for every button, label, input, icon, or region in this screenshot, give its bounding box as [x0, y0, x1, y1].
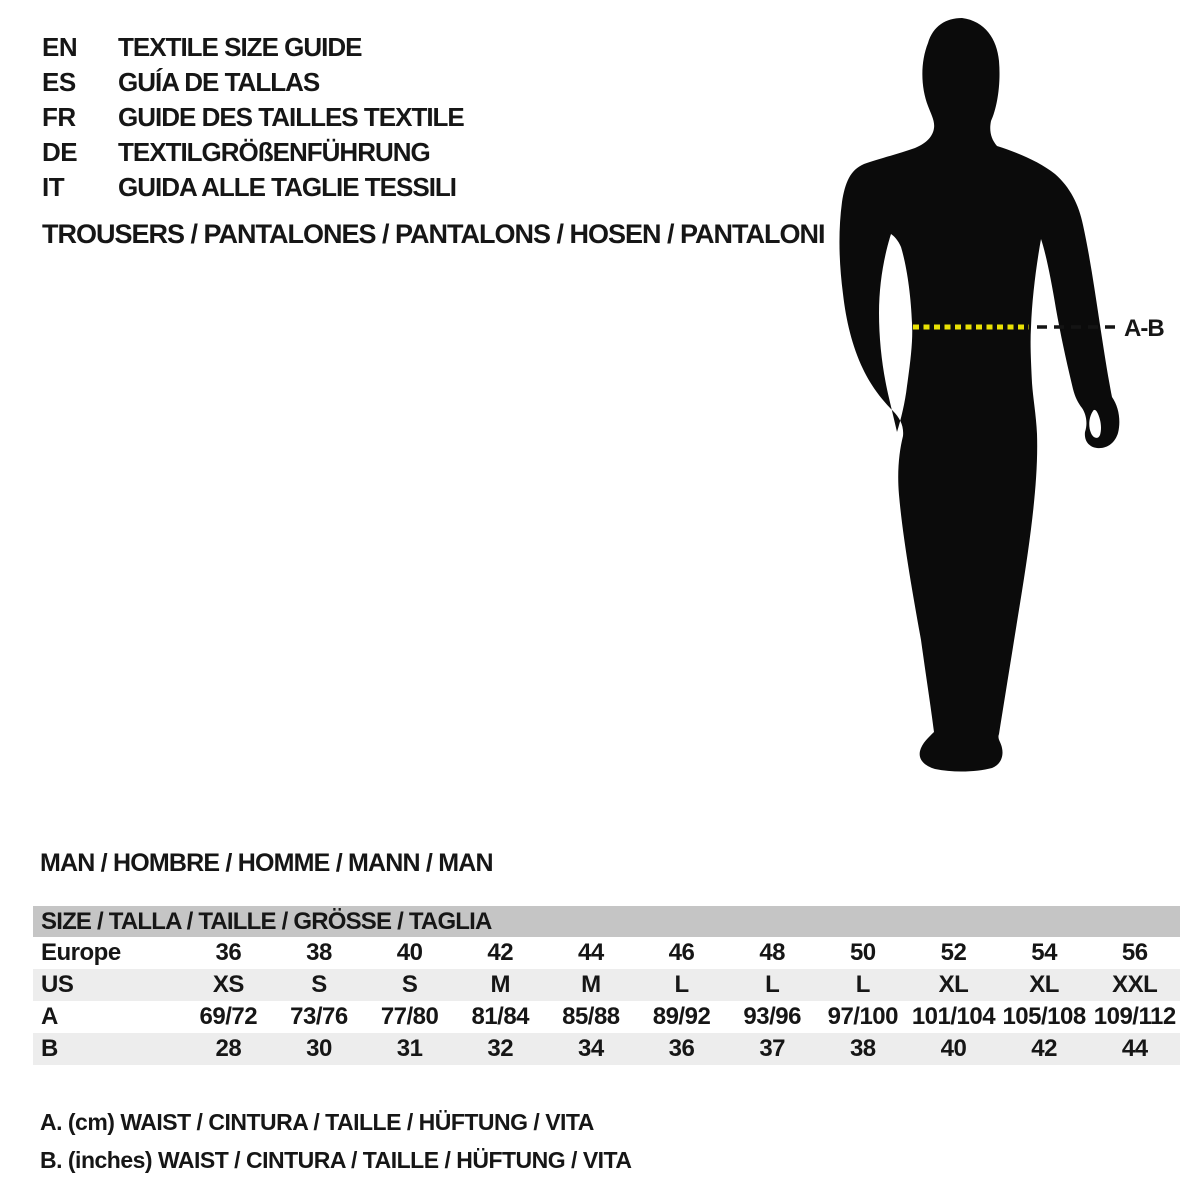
size-table	[33, 906, 1180, 1065]
size-cell: 69/72	[199, 1003, 258, 1030]
size-cell: 48	[759, 939, 786, 966]
size-cell: 40	[396, 939, 423, 966]
language-title: GUIDE DES TAILLES TEXTILE	[118, 102, 464, 132]
row-label: US	[41, 971, 74, 998]
waist-measure-label: A-B	[1124, 315, 1164, 342]
note-b-inches: B. (inches) WAIST / CINTURA / TAILLE / HÜFTUNG / VITA	[40, 1147, 632, 1173]
size-cell: 89/92	[652, 1003, 711, 1030]
size-table-header: SIZE / TALLA / TAILLE / GRÖSSE / TAGLIA	[33, 906, 1180, 937]
table-row-b-inches	[33, 1033, 1180, 1065]
size-cell: M	[581, 971, 601, 998]
note-a-cm: A. (cm) WAIST / CINTURA / TAILLE / HÜFTUNG / VITA	[40, 1109, 594, 1135]
table-row-a-cm	[33, 1001, 1180, 1033]
size-cell: 42	[1031, 1035, 1057, 1062]
language-code: EN	[42, 32, 78, 62]
size-cell: XL	[938, 971, 969, 998]
size-cell: 44	[578, 939, 604, 966]
language-title: TEXTILGRÖßENFÜHRUNG	[118, 137, 430, 167]
size-cell: M	[490, 971, 510, 998]
language-row	[42, 100, 464, 135]
row-label: B	[41, 1035, 58, 1062]
language-code: ES	[42, 67, 76, 97]
size-cell: 28	[215, 1035, 242, 1062]
size-cell: 44	[1121, 1035, 1148, 1062]
size-cell: 38	[306, 939, 332, 966]
size-cell: 40	[940, 1035, 967, 1062]
language-title: GUIDA ALLE TAGLIE TESSILI	[118, 172, 457, 202]
size-cell: 34	[578, 1035, 604, 1062]
language-title: TEXTILE SIZE GUIDE	[118, 32, 362, 62]
row-label: Europe	[41, 939, 121, 966]
size-cell: L	[765, 971, 780, 998]
size-cell: 36	[215, 939, 242, 966]
language-title: GUÍA DE TALLAS	[118, 67, 320, 97]
silhouette-shape	[839, 18, 1119, 772]
size-cell: L	[674, 971, 689, 998]
man-silhouette	[800, 0, 1200, 800]
size-cell: 30	[306, 1035, 332, 1062]
size-cell: 85/88	[562, 1003, 620, 1030]
size-cell: 105/108	[1002, 1003, 1086, 1030]
language-row	[42, 30, 464, 65]
size-cell: S	[311, 971, 327, 998]
size-cell: 31	[396, 1035, 423, 1062]
size-cell: XXL	[1112, 971, 1158, 998]
size-cell: 77/80	[380, 1003, 439, 1030]
size-cell: 38	[849, 1035, 876, 1062]
size-cell: 93/96	[743, 1003, 801, 1030]
size-cell: 46	[668, 939, 695, 966]
size-cell: 42	[487, 939, 514, 966]
size-cell: 37	[759, 1035, 786, 1062]
language-code: DE	[42, 137, 78, 167]
size-cell: 32	[487, 1035, 514, 1062]
language-row	[42, 170, 464, 205]
measurement-notes	[40, 1108, 632, 1184]
size-cell: XL	[1029, 971, 1059, 998]
size-cell: 50	[849, 939, 876, 966]
language-row	[42, 65, 464, 100]
size-cell: 109/112	[1093, 1003, 1176, 1030]
table-row-us	[33, 969, 1180, 1001]
size-cell: S	[401, 971, 418, 998]
row-label: A	[41, 1003, 58, 1030]
size-cell: 101/104	[911, 1003, 996, 1030]
size-cell: 81/84	[471, 1003, 530, 1030]
language-list	[42, 30, 464, 205]
size-cell: 56	[1121, 939, 1148, 966]
language-row	[42, 135, 464, 170]
table-row-europe	[33, 937, 1180, 969]
language-code: IT	[42, 172, 65, 202]
size-cell: 54	[1031, 939, 1057, 966]
size-cell: XS	[212, 971, 244, 998]
gender-title: MAN / HOMBRE / HOMME / MANN / MAN	[40, 849, 493, 877]
size-cell: L	[855, 971, 870, 998]
size-cell: 36	[668, 1035, 695, 1062]
size-cell: 73/76	[290, 1003, 348, 1030]
language-code: FR	[42, 102, 76, 132]
size-cell: 97/100	[827, 1003, 898, 1030]
size-cell: 52	[940, 939, 967, 966]
category-title: TROUSERS / PANTALONES / PANTALONS / HOSEN / PANTALONI	[42, 219, 825, 249]
